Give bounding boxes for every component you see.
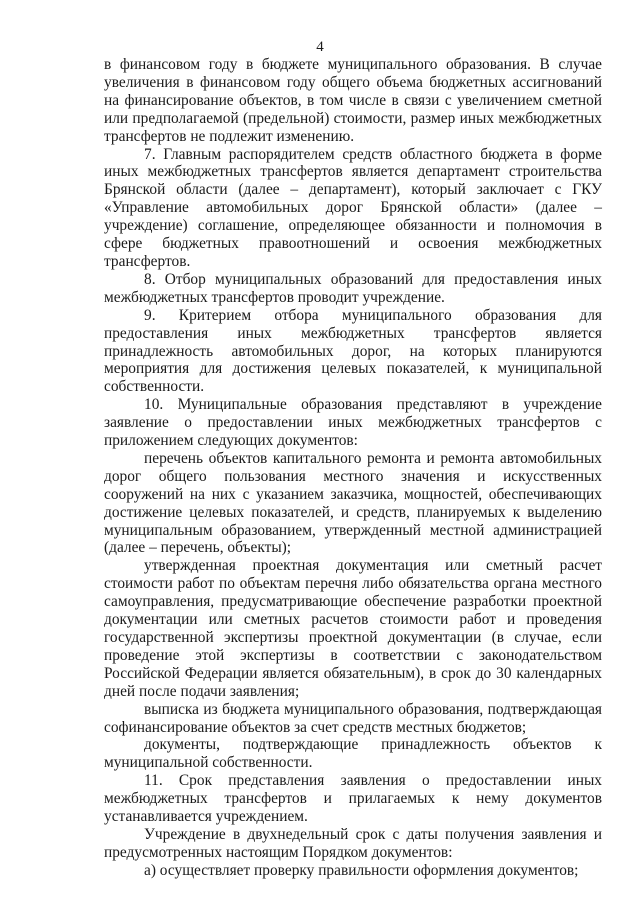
page-number: 4 — [316, 39, 324, 55]
paragraph-continuation: в финансовом году в бюджете муниципального образования. В случае увеличения в финансовом году общего объема бюджетных ассигнований на финансирование объектов, в том числе в связи с увеличением сметной или предполагаемой (предельной) стоимости, размер иных межбюджетных трансфертов не подлежит изменению. — [104, 56, 602, 145]
paragraph-10-list-item-3: выписка из бюджета муниципального образования, подтверждающая софинансирование объектов за счет средств местных бюджетов; — [104, 700, 602, 736]
document-body — [104, 56, 602, 880]
paragraph-10: 10. Муниципальные образования представляют в учреждение заявление о предоставлении иных межбюджетных трансфертов с приложением следующих документов: — [104, 396, 602, 450]
paragraph-11-item-a: а) осуществляет проверку правильности оформления документов; — [144, 861, 579, 879]
paragraph-7: 7. Главным распорядителем средств областного бюджета в форме иных межбюджетных трансфертов является департамент строительства Брянской области (далее – департамент), который заключает с ГКУ «Управление автомобильных дорог Брянской области» (далее – учреждение) соглашение, определяющее обязанности и полномочия в сфере бюджетных правоотношений и освоения межбюджетных трансфертов. — [104, 145, 602, 270]
paragraph-10-list-item-1: перечень объектов капитального ремонта и ремонта автомобильных дорог общего пользования местного значения и искусственных сооружений на них с указанием заказчика, мощностей, обеспечивающих достижение целевых показателей, и средств, планируемых к выделению муниципальным образованием, утвержденный местной администрацией (далее – перечень, объекты); — [104, 449, 602, 557]
paragraph-11-intro: Учреждение в двухнедельный срок с даты получения заявления и предусмотренных настоящим Порядком документов: — [104, 825, 602, 861]
paragraph-10-list-item-2: утвержденная проектная документация или сметный расчет стоимости работ по объектам перечня либо обязательства органа местного самоуправления, предусматривающие обеспечение разработки проектной документации или сметных расчетов стоимости работ и проведения государственной экспертизы проектной документации (в случае, если проведение этой экспертизы в соответствии с законодательством Российской Федерации является обязательным), в срок до 30 календарных дней после подачи заявления; — [104, 557, 602, 700]
paragraph-10-list-item-4: документы, подтверждающие принадлежность объектов к муниципальной собственности. — [104, 736, 602, 772]
paragraph-9: 9. Критерием отбора муниципального образования для предоставления иных межбюджетных трансфертов является принадлежность автомобильных дорог, на которых планируются мероприятия для достижения целевых показателей, к муниципальной собственности. — [104, 306, 602, 396]
paragraph-11: 11. Срок представления заявления о предоставлении иных межбюджетных трансфертов и прилагаемых к нему документов устанавливается учреждением. — [104, 772, 602, 826]
paragraph-8: 8. Отбор муниципальных образований для предоставления иных межбюджетных трансфертов проводит учреждение. — [104, 270, 602, 306]
